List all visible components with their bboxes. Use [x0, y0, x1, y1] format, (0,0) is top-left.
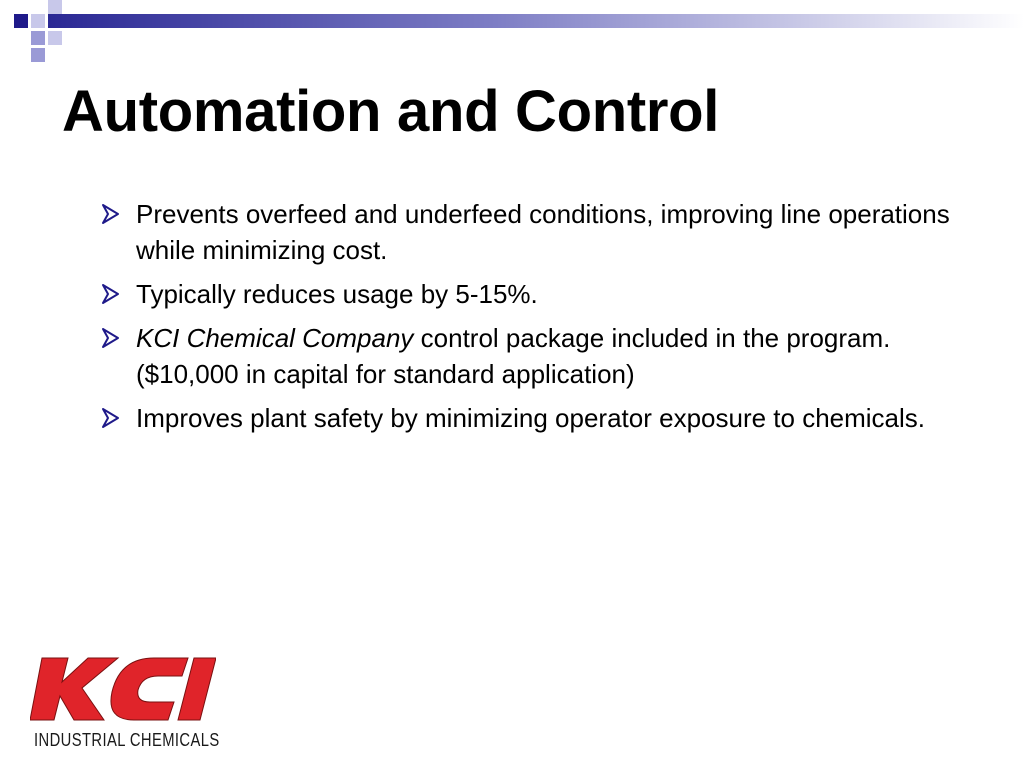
bullet-item	[98, 400, 978, 436]
arrow-bullet-icon	[100, 203, 120, 225]
bullet-text: Typically reduces usage by 5-15%.	[136, 279, 538, 309]
logo-subtitle: INDUSTRIAL CHEMICALS	[34, 730, 220, 750]
decor-square	[31, 48, 45, 62]
bullet-text: Improves plant safety by minimizing operator exposure to chemicals.	[136, 403, 926, 433]
arrow-bullet-icon	[100, 407, 120, 429]
kci-logo	[30, 652, 230, 756]
slide-title: Automation and Control	[62, 79, 720, 144]
decor-square	[31, 31, 45, 45]
bullet-list	[98, 196, 978, 444]
bullet-text: Prevents overfeed and underfeed conditions, improving line operations while minimizing cost.	[136, 199, 950, 265]
arrow-bullet-icon	[100, 327, 120, 349]
decor-square	[48, 0, 62, 14]
bullet-item	[98, 196, 978, 268]
kci-logo-mark	[30, 652, 216, 726]
header-decoration	[0, 0, 1024, 64]
gradient-band	[48, 14, 1024, 28]
arrow-bullet-icon	[100, 283, 120, 305]
bullet-item	[98, 320, 978, 392]
bullet-text: control package included in the program. ($10,000 in capital for standard application)	[136, 323, 891, 389]
bullet-company-name: KCI Chemical Company	[136, 323, 414, 353]
decor-square	[48, 31, 62, 45]
decor-square	[14, 14, 28, 28]
bullet-item	[98, 276, 978, 312]
decor-square	[31, 14, 45, 28]
